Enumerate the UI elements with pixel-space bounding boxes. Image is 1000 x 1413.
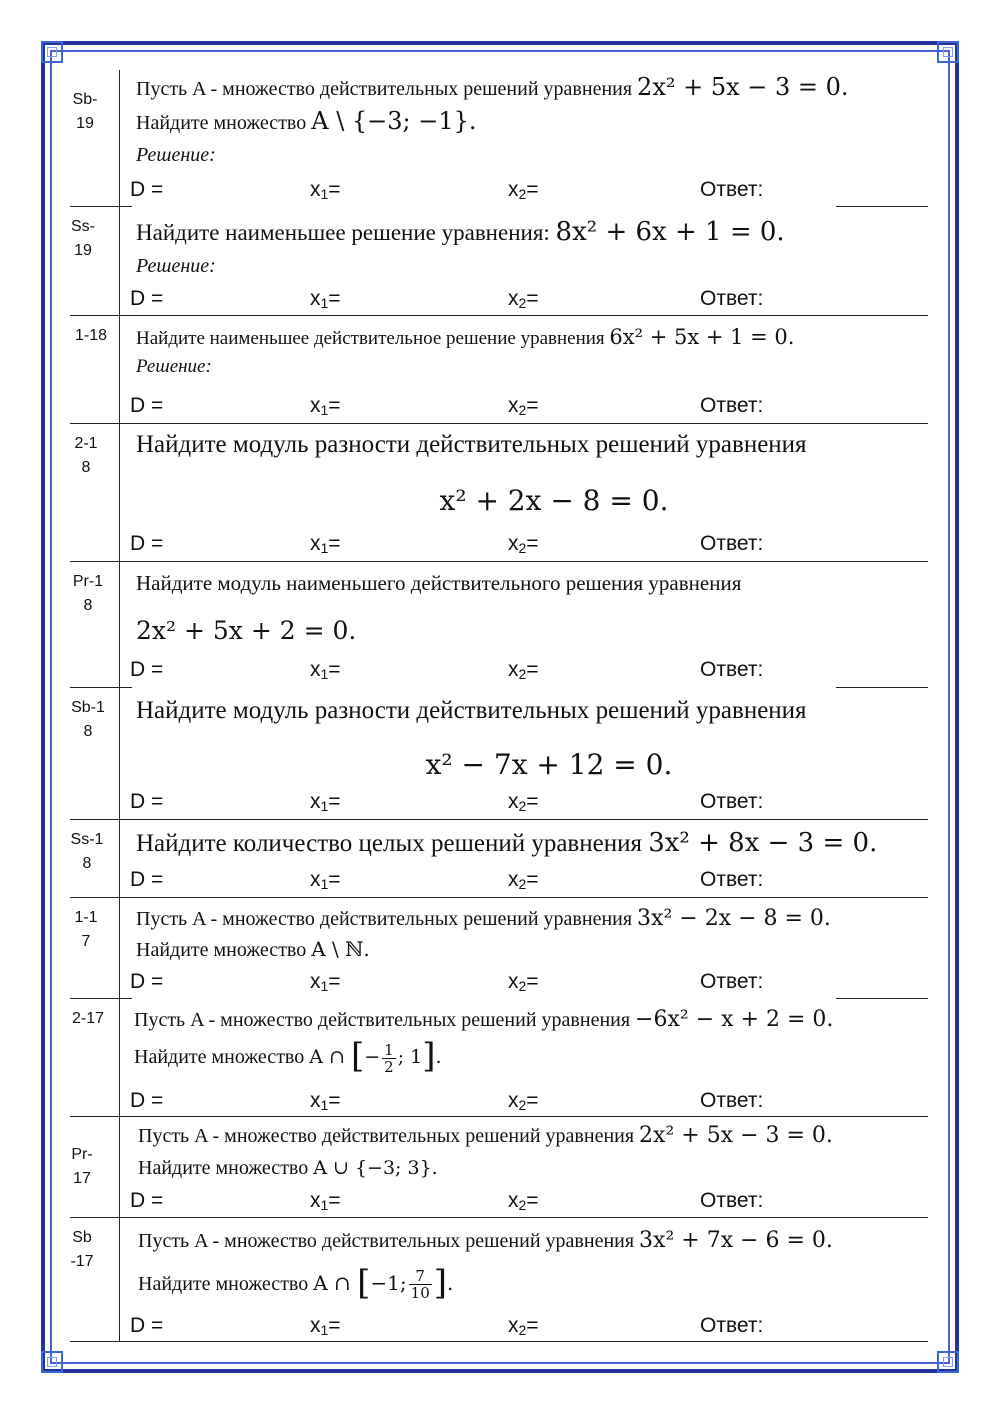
problem-statement: Пусть A - множество действительных решений уравнения — [136, 78, 633, 100]
answer-label: Ответ: — [700, 1189, 764, 1212]
x1-label: $x_1=$ — [310, 178, 341, 202]
task-text: Найдите множество — [134, 1046, 305, 1068]
problem-row — [70, 1218, 928, 1342]
problem-row — [70, 562, 928, 688]
problem-task — [134, 1036, 908, 1076]
x1-label: $x_1=$ — [310, 970, 341, 994]
discriminant-label: D = — [130, 970, 164, 993]
x1-label: $x_1=$ — [310, 658, 341, 682]
discriminant-label: D = — [130, 1189, 164, 1212]
corner-ornament — [41, 41, 63, 63]
answer-line[interactable] — [130, 394, 928, 420]
problem-row — [70, 207, 928, 316]
problem-statement: Найдите количество целых решений уравнения — [136, 830, 642, 857]
x2-label: $x_2=$ — [508, 658, 539, 682]
answer-label: Ответ: — [700, 658, 764, 681]
problem-statement: Пусть A - множество действительных решений уравнения — [138, 1125, 635, 1147]
x1-label: $x_1=$ — [310, 790, 341, 814]
problem-text — [136, 217, 908, 248]
x2-label: $x_2=$ — [508, 970, 539, 994]
problem-statement: Пусть A - множество действительных решений уравнения — [136, 908, 633, 930]
answer-line[interactable] — [130, 178, 928, 204]
problem-row — [70, 70, 928, 207]
x1-label: $x_1=$ — [310, 1089, 341, 1113]
equation: x² + 2x − 8 = 0. — [439, 484, 669, 517]
fraction: $\frac{7}{10}$ — [410, 1267, 430, 1302]
set-expression: A ∩ [−1; $\frac{7}{10}$ ]. — [313, 1263, 454, 1303]
equation: x² − 7x + 12 = 0. — [425, 748, 673, 781]
task-text: Найдите множество — [136, 939, 307, 961]
problem-text — [136, 72, 908, 104]
equation: 3x² + 7x − 6 = 0. — [639, 1228, 833, 1253]
answer-line[interactable] — [130, 868, 928, 894]
problem-id: 1-17 — [74, 909, 98, 950]
problem-text — [136, 828, 908, 859]
problem-row — [70, 1117, 928, 1218]
problem-row — [70, 688, 928, 820]
discriminant-label: D = — [130, 1089, 164, 1112]
x1-label: $x_1=$ — [310, 394, 341, 418]
equation: 2x² + 5x + 2 = 0. — [136, 616, 357, 645]
problem-text — [138, 1121, 908, 1151]
answer-line[interactable] — [130, 970, 928, 996]
discriminant-label: D = — [130, 1314, 164, 1337]
equation: 3x² + 8x − 3 = 0. — [648, 828, 878, 858]
problem-text — [134, 1005, 908, 1035]
answer-line[interactable] — [130, 1089, 928, 1115]
problem-id: Sb-17 — [70, 1229, 94, 1270]
answer-line[interactable] — [130, 532, 928, 558]
discriminant-label: D = — [130, 287, 164, 310]
answer-line[interactable] — [130, 658, 928, 684]
x2-label: $x_2=$ — [508, 1089, 539, 1113]
problem-statement: Пусть A - множество действительных решений уравнения — [134, 1009, 631, 1031]
problem-id: Pr-17 — [71, 1146, 93, 1187]
answer-line[interactable] — [130, 1189, 928, 1215]
answer-label: Ответ: — [700, 790, 764, 813]
solution-label: Решение: — [136, 356, 212, 377]
equation: 6x² + 5x + 1 = 0. — [609, 325, 795, 349]
x2-label: $x_2=$ — [508, 532, 539, 556]
problem-row — [70, 999, 928, 1117]
discriminant-label: D = — [130, 394, 164, 417]
task-text: Найдите множество — [136, 112, 307, 134]
problem-task — [136, 106, 908, 138]
task-text: Найдите множество — [138, 1157, 309, 1179]
problem-task — [136, 934, 908, 965]
fraction: $\frac{1}{2}$ — [384, 1040, 394, 1076]
problem-statement: Найдите модуль разности действительных решений уравнения — [136, 431, 807, 458]
corner-ornament — [937, 41, 959, 63]
problem-text — [136, 904, 908, 934]
x2-label: $x_2=$ — [508, 1314, 539, 1338]
answer-label: Ответ: — [700, 1314, 764, 1337]
problem-id: 2-17 — [71, 1010, 105, 1027]
discriminant-label: D = — [130, 178, 164, 201]
x2-label: $x_2=$ — [508, 287, 539, 311]
answer-label: Ответ: — [700, 287, 764, 310]
answer-line[interactable] — [130, 790, 928, 816]
answer-label: Ответ: — [700, 394, 764, 417]
problem-statement: Пусть A - множество действительных решений уравнения — [138, 1230, 635, 1252]
answer-label: Ответ: — [700, 1089, 764, 1112]
problem-id: 2-18 — [74, 435, 98, 476]
x2-label: $x_2=$ — [508, 394, 539, 418]
problem-row — [70, 424, 928, 562]
problem-task — [138, 1263, 908, 1303]
problem-id: 1-18 — [74, 327, 108, 344]
equation: 8x² + 6x + 1 = 0. — [555, 217, 785, 247]
set-expression: A \ {−3; −1}. — [311, 107, 477, 135]
problem-statement: Найдите наименьшее решение уравнения: — [136, 220, 550, 245]
x1-label: $x_1=$ — [310, 287, 341, 311]
x1-label: $x_1=$ — [310, 1314, 341, 1338]
answer-line[interactable] — [130, 287, 928, 313]
problem-id: Sb-18 — [71, 699, 105, 740]
answer-line[interactable] — [130, 1314, 928, 1340]
problem-row — [70, 820, 928, 898]
equation: −6x² − x + 2 = 0. — [635, 1007, 834, 1032]
discriminant-label: D = — [130, 790, 164, 813]
set-expression: A \ ℕ. — [311, 937, 370, 961]
x2-label: $x_2=$ — [508, 790, 539, 814]
set-expression: A ∩ [− $\frac{1}{2}$ ; 1]. — [309, 1036, 442, 1076]
equation: 2x² + 5x − 3 = 0. — [639, 1123, 833, 1148]
x2-label: $x_2=$ — [508, 178, 539, 202]
set-expression: A ∪ {−3; 3}. — [313, 1157, 438, 1179]
x1-label: $x_1=$ — [310, 532, 341, 556]
discriminant-label: D = — [130, 658, 164, 681]
problem-row — [70, 898, 928, 999]
problem-statement: Найдите наименьшее действительное решение уравнения — [136, 328, 605, 349]
x2-label: $x_2=$ — [508, 1189, 539, 1213]
problem-id: Pr-18 — [72, 573, 104, 614]
equation: 2x² + 5x − 3 = 0. — [637, 73, 849, 101]
x2-label: $x_2=$ — [508, 868, 539, 892]
corner-ornament — [41, 1351, 63, 1373]
problem-id: Sb-19 — [72, 91, 98, 132]
solution-label: Решение: — [136, 255, 216, 277]
answer-label: Ответ: — [700, 532, 764, 555]
problem-statement: Найдите модуль разности действительных решений уравнения — [136, 697, 807, 724]
problem-text — [138, 1226, 908, 1256]
x1-label: $x_1=$ — [310, 868, 341, 892]
task-text: Найдите множество — [138, 1273, 309, 1295]
problem-task — [138, 1153, 908, 1183]
discriminant-label: D = — [130, 532, 164, 555]
equation: 3x² − 2x − 8 = 0. — [637, 906, 831, 931]
problem-id: Ss-18 — [70, 831, 104, 872]
problem-id: Ss-19 — [71, 218, 95, 259]
answer-label: Ответ: — [700, 970, 764, 993]
problem-row — [70, 316, 928, 424]
x1-label: $x_1=$ — [310, 1189, 341, 1213]
corner-ornament — [937, 1351, 959, 1373]
problem-text — [136, 322, 908, 354]
discriminant-label: D = — [130, 868, 164, 891]
answer-label: Ответ: — [700, 868, 764, 891]
problem-statement: Найдите модуль наименьшего действительного решения уравнения — [136, 571, 742, 595]
answer-label: Ответ: — [700, 178, 764, 201]
solution-label: Решение: — [136, 144, 216, 166]
